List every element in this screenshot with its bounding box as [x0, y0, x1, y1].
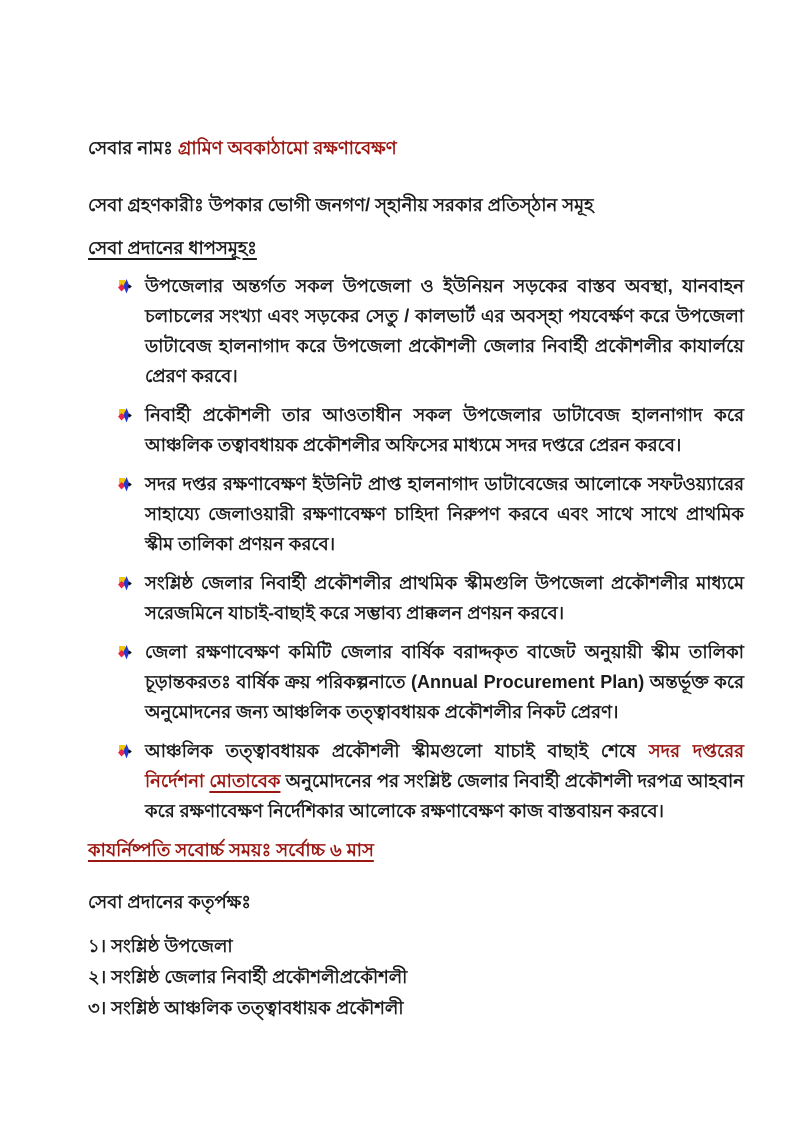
service-name-line	[88, 133, 744, 163]
step-text: সংশ্লিষ্ঠ জেলার নিবার্হী প্রকৌশলীর প্রাথমিক স্কীমগুলি উপজেলা প্রকৌশলীর মাধ্যমে সরেজমিনে যাচাই-বাছাই করে সম্ভাব্য প্রাক্কলন প্রণয়ন করবে।	[145, 573, 744, 623]
steps-list	[88, 271, 744, 826]
multicolor-star-bullet-icon	[118, 408, 132, 423]
recipient-line	[88, 190, 744, 220]
step-text-highlight: সদর দপ্তরের নির্দেশনা	[145, 741, 744, 791]
multicolor-star-bullet-icon	[118, 576, 132, 591]
multicolor-star-bullet-icon	[118, 279, 132, 294]
list-item: ২। সংশ্লিষ্ঠ জেলার নিবার্হী প্রকৌশলীপ্রকৌশলী	[88, 967, 408, 987]
step-text-highlight-underlined: মোতাবেক	[209, 771, 281, 791]
multicolor-star-bullet-icon	[118, 645, 132, 660]
multicolor-star-bullet-icon	[118, 744, 132, 759]
step-text-segment: অনুমোদনের পর সংশ্লিষ্ট জেলার নিবার্হী প্রকৌশলী দরপত্র আহবান করে রক্ষণাবেক্ষণ নির্দেশিকার আলোকে রক্ষণাবেক্ষণ কাজ বাস্তবায়ন করবে।	[145, 771, 744, 821]
authority-list	[88, 931, 744, 1024]
list-item: ৩। সংশ্লিষ্ঠ আঞ্চলিক তত্ত্বাবধায়ক প্রকৌশলী	[88, 998, 404, 1018]
service-name-label: সেবার নামঃ	[88, 138, 178, 158]
recipient-value: উপকার ভোগী জনগণ/ স্হানীয় সরকার প্রতিস্ঠান সমূহ	[208, 195, 594, 215]
list-item	[118, 736, 744, 826]
list-item	[118, 400, 744, 460]
step-text-segment: আঞ্চলিক তত্ত্বাবধায়ক প্রকৌশলী স্কীমগুলো যাচাই বাছাই শেষে	[145, 741, 649, 761]
duration-heading: কাযর্নিষ্পতি সবোর্চ্চ সময়ঃ সর্বোচ্চ ৬ মাস	[88, 840, 374, 860]
service-name-value: গ্রামিণ অবকাঠামো রক্ষণাবেক্ষণ	[177, 138, 397, 158]
step-text: নিবার্হী প্রকৌশলী তার আওতাধীন সকল উপজেলার ডাটাবেজ হালনাগাদ করে আঞ্চলিক তত্বাবধায়ক প্রকৌশলীর অফিসের মাধ্যমে সদর দপ্তরে প্রেরন করবে।	[145, 405, 744, 455]
steps-heading: সেবা প্রদানের ধাপসমূহঃ	[88, 238, 257, 258]
list-item: ১। সংশ্লিষ্ঠ উপজেলা	[88, 936, 233, 956]
list-item	[118, 637, 744, 727]
step-text	[145, 736, 744, 826]
recipient-label: সেবা গ্রহণকারীঃ	[88, 195, 209, 215]
step-text: উপজেলার অন্তর্গত সকল উপজেলা ও ইউনিয়ন সড়কের বাস্তব অবস্থা, যানবাহন চলাচলের সংখ্যা এবং সড়কের সেতু / কালভার্ট এর অবস্হা পযবের্ক্ষণ করে উপজেলা ডাটাবেজ হালনাগাদ করে উপজেলা প্রকৌশলী জেলার নিবার্হী প্রকৌশলীর কাযার্লয়ে প্রেরণ করবে।	[145, 276, 744, 386]
step-text: সদর দপ্তর রক্ষণাবেক্ষণ ইউনিট প্রাপ্ত হালনাগাদ ডাটাবেজের আলোকে সফটওয়্যারের সাহায্যে জেলাওয়ারী রক্ষণাবেক্ষণ চাহিদা নিরুপণ করবে এবং সাথে সাথে প্রাথমিক স্কীম তালিকা প্রণয়ন করবে।	[145, 474, 744, 554]
list-item	[118, 469, 744, 559]
step-text: জেলা রক্ষণাবেক্ষণ কমিটি জেলার বার্ষিক বরাদ্দকৃত বাজেট অনুয়ায়ী স্কীম তালিকা চূড়ান্তকরতঃ বার্ষিক ক্রয় পরিকল্পনাতে (Annual Procurement Plan) অন্তর্ভূক্ত করে অনুমোদনের জন্য আঞ্চলিক তত্ত্বাবধায়ক প্রকৌশলীর নিকট প্রেরণ।	[145, 642, 744, 722]
authority-heading: সেবা প্রদানের কতৃর্পক্ষঃ	[88, 892, 251, 912]
multicolor-star-bullet-icon	[118, 477, 132, 492]
list-item	[118, 271, 744, 391]
list-item	[118, 568, 744, 628]
